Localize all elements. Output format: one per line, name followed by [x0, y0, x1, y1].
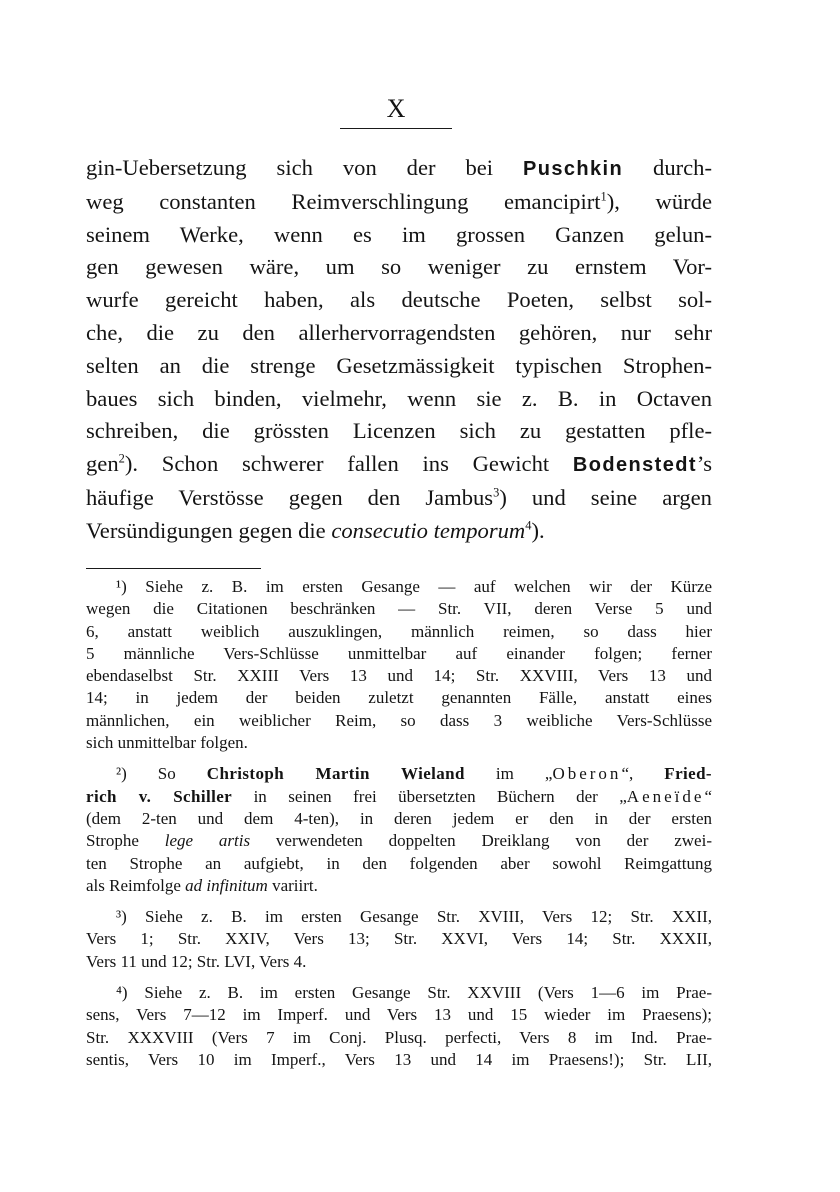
main-line: häufige Verstösse gegen den Jambus$^3$) und seine argen	[86, 484, 712, 510]
footnote-line: ¹) Siehe z. B. im ersten Gesange — auf welchen wir der Kürze	[116, 577, 712, 596]
footnote-line: Strophe lege artis verwendeten doppelten Dreiklang von der zwei-	[86, 831, 712, 851]
footnote-2	[86, 763, 712, 897]
footnote-line: 5 männliche Vers-Schlüsse unmittelbar auf einander folgen; ferner	[86, 643, 712, 663]
main-line: gen gewesen wäre, um so weniger zu ernstem Vor-	[86, 254, 712, 280]
latin-term: ad infinitum	[185, 875, 268, 895]
footnote-line: (dem 2-ten und dem 4-ten), in deren jedem er den in der ersten	[86, 808, 712, 828]
main-line: Versündigungen gegen die consecutio temporum$^4$).	[86, 517, 545, 543]
work-title: Aeneïde	[626, 786, 705, 806]
footnote-4	[86, 982, 712, 1071]
footnote-line: wegen die Citationen beschränken — Str. VII, deren Verse 5 und	[86, 599, 712, 619]
footnote-line: sich unmittelbar folgen.	[86, 733, 248, 753]
latin-term: lege artis	[164, 831, 251, 851]
author-name: Bodenstedt	[572, 454, 697, 477]
footnote-ref: 4	[525, 518, 532, 533]
latin-term: consecutio temporum	[331, 517, 526, 543]
footnote-1	[86, 576, 712, 754]
author-name: Christoph Martin Wieland	[206, 764, 465, 784]
main-line: che, die zu den allerhervorragendsten gehören, nur sehr	[86, 319, 712, 345]
footnote-line: ebendaselbst Str. XXIII Vers 13 und 14; Str. XXVIII, Vers 13 und	[86, 666, 712, 686]
work-title: Oberon	[552, 764, 622, 784]
footnote-separator	[86, 568, 261, 569]
main-line: wurfe gereicht haben, als deutsche Poeten, selbst sol-	[86, 287, 712, 313]
footnote-line: Vers 11 und 12; Str. LVI, Vers 4.	[86, 951, 307, 971]
footnote-line: 6, anstatt weiblich auszuklingen, männlich reimen, so dass hier	[86, 621, 712, 641]
main-line: selten an die strenge Gesetzmässigkeit typischen Strophen-	[86, 352, 712, 378]
author-name: Puschkin	[522, 158, 624, 180]
footnote-line: ten Strophe an aufgiebt, in den folgenden aber sowohl Reimgattung	[86, 853, 712, 873]
footnotes	[86, 576, 712, 1080]
footnote-line: männlichen, ein weiblicher Reim, so dass 3 weibliche Vers-Schlüsse	[86, 710, 712, 730]
footnote-3	[86, 906, 712, 973]
main-line: baues sich binden, vielmehr, wenn sie z. B. in Octaven	[86, 385, 712, 411]
main-line: seinem Werke, wenn es im grossen Ganzen gelun-	[86, 221, 712, 247]
footnote-line: ³) Siehe z. B. im ersten Gesange Str. XVIII, Vers 12; Str. XXII,	[116, 907, 712, 927]
page-number-rule	[340, 128, 452, 129]
footnote-line: rich v. Schiller in seinen frei übersetzten Büchern der „Aeneïde“	[86, 786, 712, 806]
footnote-ref: 1	[600, 189, 607, 204]
main-line: gin-Uebersetzung sich von der bei Puschkin durch-	[86, 155, 712, 180]
footnote-ref: 2	[118, 451, 125, 466]
author-name: rich v. Schiller	[86, 786, 233, 806]
footnote-line: ⁴) Siehe z. B. im ersten Gesange Str. XXVIII (Vers 1—6 im Prae-	[116, 983, 712, 1003]
footnote-line: ²) So Christoph Martin Wieland im „Oberon“, Fried-	[116, 764, 712, 784]
footnote-line: sentis, Vers 10 im Imperf., Vers 13 und 14 im Praesens!); Str. LII,	[86, 1049, 712, 1069]
main-line: weg constanten Reimverschlingung emancipirt$^1$), würde	[86, 188, 712, 214]
footnote-line: als Reimfolge ad infinitum variirt.	[86, 875, 318, 895]
footnote-line: Vers 1; Str. XXIV, Vers 13; Str. XXVI, Vers 14; Str. XXXII,	[86, 929, 712, 949]
main-text	[86, 152, 712, 548]
main-line: schreiben, die grössten Licenzen sich zu gestatten pfle-	[86, 418, 712, 444]
main-line: gen$^2$). Schon schwerer fallen ins Gewicht Bodenstedt’s	[86, 451, 712, 477]
page-number: X	[386, 94, 406, 123]
footnote-line: sens, Vers 7—12 im Imperf. und Vers 13 und 15 wieder im Praesens);	[86, 1005, 712, 1025]
footnote-line: Str. XXXVIII (Vers 7 im Conj. Plusq. perfecti, Vers 8 im Ind. Prae-	[86, 1027, 712, 1047]
footnote-line: 14; in jedem der beiden zuletzt genannten Fälle, anstatt eines	[86, 688, 712, 708]
author-name: Fried-	[664, 764, 712, 784]
footnote-ref: 3	[493, 485, 500, 500]
